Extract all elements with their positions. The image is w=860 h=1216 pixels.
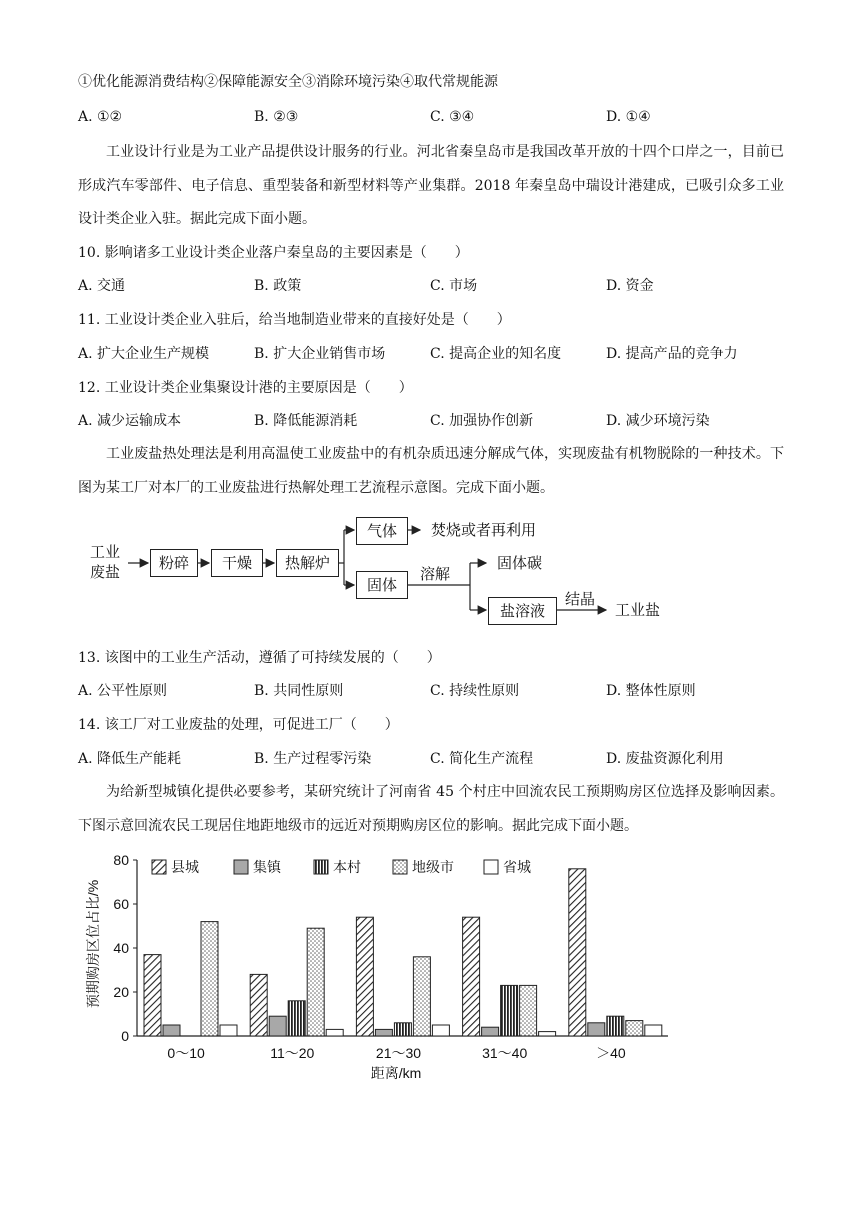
q9-option-d: D. ①④ [606,109,651,125]
q11-option-c: C. 提高企业的知名度 [430,346,562,362]
passage-housing-study: 为给新型城镇化提供必要参考，某研究统计了河南省 45 个村庄中回流农民工预期购房区位选择及影响因素。下图示意回流农民工现居住地距地级市的远近对预期购房区位的影响。据此完成下面小题。 [78,784,784,834]
legend-label-0: 县城 [171,859,199,875]
bar-省城-3 [539,1032,556,1036]
bar-地级市-0 [201,922,218,1036]
y-axis-label: 预期购房区位占比/% [85,879,101,1009]
bar-省城-4 [645,1025,662,1036]
bar-地级市-3 [520,985,537,1036]
q9-option-b: B. ②③ [254,109,299,125]
bar-地级市-2 [413,957,430,1036]
housing-location-bar-chart [0,838,860,1098]
q10-option-a: A. 交通 [78,278,126,294]
bar-集镇-3 [482,1027,499,1036]
bar-县城-0 [144,955,161,1036]
q14-stem: 14. 该工厂对工业废盐的处理，可促进工厂（ ） [78,717,399,733]
x-tick-label: 31～40 [482,1045,528,1061]
flow-pyrolysis-box: 热解炉 [276,549,339,577]
q13-stem: 13. 该图中的工业生产活动，遵循了可持续发展的（ ） [78,650,441,666]
q14-option-c: C. 简化生产流程 [430,751,534,767]
q13-option-d: D. 整体性原则 [606,683,696,699]
flow-crystallize-label: 结晶 [565,590,596,608]
legend-swatch-4 [484,860,498,874]
legend-label-2: 本村 [333,859,361,875]
q11-option-a: A. 扩大企业生产规模 [78,346,210,362]
q13-option-b: B. 共同性原则 [254,683,344,699]
q10-option-b: B. 政策 [254,278,302,294]
q11-option-b: B. 扩大企业销售市场 [254,346,386,362]
legend-swatch-3 [393,860,407,874]
bar-省城-1 [326,1029,343,1036]
flow-gas-use: 焚烧或者再利用 [431,521,537,539]
q10-option-c: C. 市场 [430,278,478,294]
q9-items: ①优化能源消费结构②保障能源安全③消除环境污染④取代常规能源 [78,74,498,90]
q13-option-a: A. 公平性原则 [78,683,168,699]
bar-本村-2 [394,1023,411,1036]
flow-start-line2: 废盐 [90,563,121,581]
bar-集镇-0 [163,1025,180,1036]
bar-地级市-1 [307,928,324,1036]
bar-本村-1 [288,1001,305,1036]
bar-集镇-2 [375,1029,392,1036]
x-tick-label: 0～10 [167,1045,205,1061]
q10-stem: 10. 影响诸多工业设计类企业落户秦皇岛的主要因素是（ ） [78,245,469,261]
q12-option-b: B. 降低能源消耗 [254,413,358,429]
q13-option-c: C. 持续性原则 [430,683,520,699]
bar-本村-3 [501,985,518,1036]
legend-swatch-1 [234,860,248,874]
flow-solid-box: 固体 [356,571,408,599]
y-tick-label: 80 [113,852,129,868]
q11-stem: 11. 工业设计类企业入驻后，给当地制造业带来的直接好处是（ ） [78,312,511,328]
y-tick-label: 20 [113,984,129,1000]
flow-dissolve-label: 溶解 [420,565,451,583]
q14-option-d: D. 废盐资源化利用 [606,751,724,767]
legend-label-4: 省城 [503,859,531,875]
passage-industrial-design: 工业设计行业是为工业产品提供设计服务的行业。河北省秦皇岛市是我国改革开放的十四个口岸之一，目前已形成汽车零部件、电子信息、重型装备和新型材料等产业集群。2018 年秦皇岛中瑞设计港建成，已吸引众多工业设计类企业入驻。据此完成下面小题。 [78,144,784,227]
y-tick-label: 60 [113,896,129,912]
legend-label-1: 集镇 [253,859,281,875]
x-tick-label: 11～20 [270,1045,315,1061]
bar-县城-4 [569,869,586,1036]
bar-集镇-4 [588,1023,605,1036]
bar-县城-2 [356,917,373,1036]
flow-solid-carbon: 固体碳 [497,554,543,572]
flow-start-line1: 工业 [90,543,121,561]
x-axis-label: 距离/km [370,1065,422,1081]
bar-县城-1 [250,974,267,1036]
flow-crush-box: 粉碎 [150,549,198,577]
y-tick-label: 0 [121,1028,129,1044]
bar-集镇-1 [269,1016,286,1036]
bar-地级市-4 [626,1021,643,1036]
q9-option-c: C. ③④ [430,109,475,125]
q10-option-d: D. 资金 [606,278,654,294]
x-tick-label: 21～30 [375,1045,422,1061]
flow-dry-box: 干燥 [211,549,263,577]
q9-option-a: A. ①② [78,109,123,125]
q12-option-d: D. 减少环境污染 [606,413,710,429]
bar-本村-4 [607,1016,624,1036]
flow-gas-box: 气体 [356,517,408,545]
q14-option-b: B. 生产过程零污染 [254,751,372,767]
q12-option-a: A. 减少运输成本 [78,413,182,429]
q11-option-d: D. 提高产品的竞争力 [606,346,738,362]
q12-option-c: C. 加强协作创新 [430,413,534,429]
flow-industrial-salt: 工业盐 [615,601,661,619]
legend-label-3: 地级市 [412,859,454,875]
q14-option-a: A. 降低生产能耗 [78,751,182,767]
legend-swatch-2 [314,860,328,874]
flow-brine-box: 盐溶液 [488,597,557,625]
legend-swatch-0 [152,860,166,874]
bar-省城-2 [432,1025,449,1036]
x-tick-label: ＞40 [596,1045,626,1061]
bar-县城-3 [463,917,480,1036]
q12-stem: 12. 工业设计类企业集聚设计港的主要原因是（ ） [78,380,413,396]
bar-省城-0 [220,1025,237,1036]
passage-waste-salt: 工业废盐热处理法是利用高温使工业废盐中的有机杂质迅速分解成气体，实现废盐有机物脱除的一种技术。下图为某工厂对本厂的工业废盐进行热解处理工艺流程示意图。完成下面小题。 [78,446,784,496]
y-tick-label: 40 [113,940,129,956]
